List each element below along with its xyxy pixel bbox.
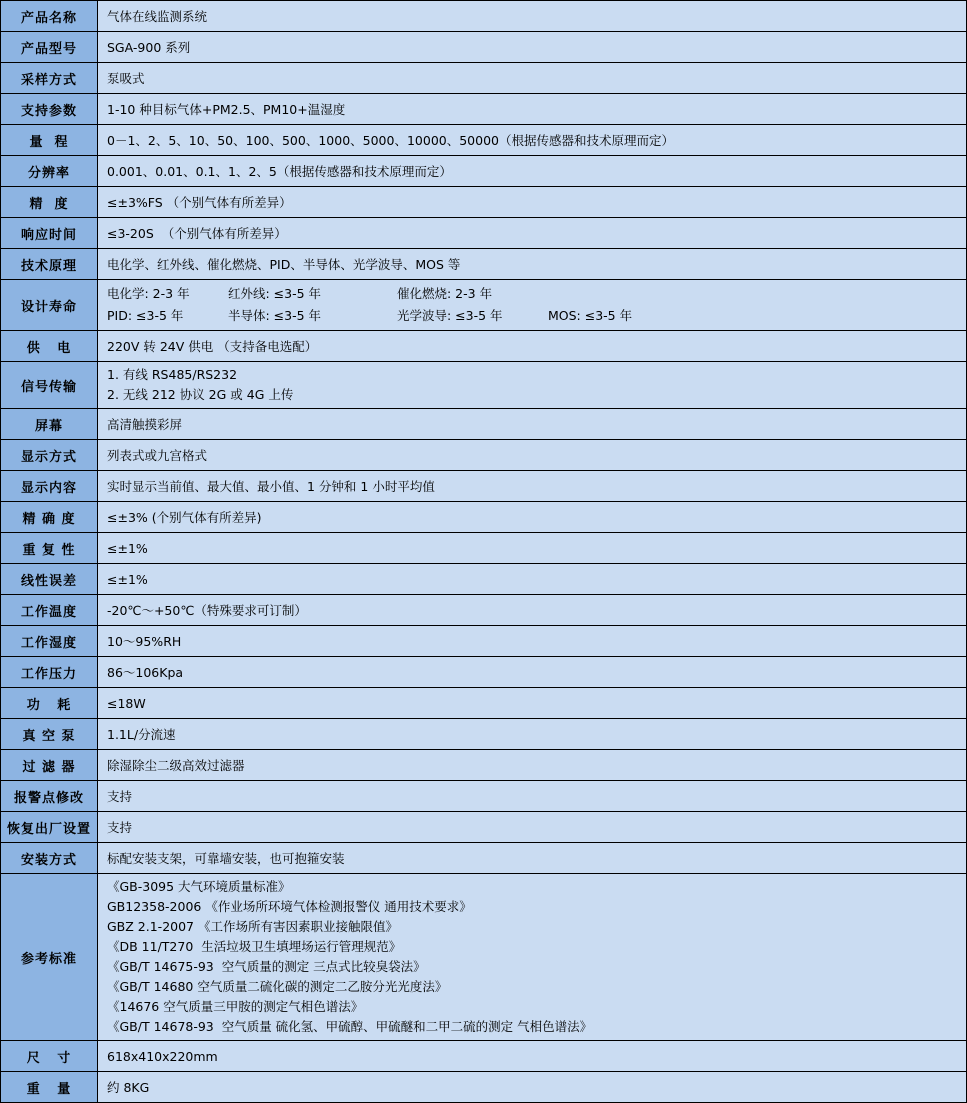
lifespan-item: MOS: ≤3-5 年 [548, 308, 633, 323]
row-label: 参考标准 [1, 874, 98, 1040]
row-value-text: 1-10 种目标气体+PM2.5、PM10+温湿度 [107, 102, 346, 117]
row-value [98, 32, 966, 62]
row-label: 设计寿命 [1, 280, 98, 330]
table-row [1, 187, 966, 218]
row-value [98, 812, 966, 842]
row-label: 显示内容 [1, 471, 98, 501]
row-label: 精 度 [1, 187, 98, 217]
table-row [1, 440, 966, 471]
row-label: 采样方式 [1, 63, 98, 93]
row-value [98, 63, 966, 93]
table-row [1, 874, 966, 1041]
table-row [1, 502, 966, 533]
row-value-text: ≤±3%FS （个别气体有所差异） [107, 195, 292, 210]
row-value [98, 719, 966, 749]
row-label: 技术原理 [1, 249, 98, 279]
row-label: 供 电 [1, 331, 98, 361]
row-value [98, 156, 966, 186]
row-value-text: ≤18W [107, 695, 146, 711]
table-row [1, 843, 966, 874]
row-value-text: 10～95%RH [107, 634, 182, 649]
row-value-line: 《DB 11/T270 生活垃圾卫生填埋场运行管理规范》 [107, 939, 402, 954]
table-row [1, 750, 966, 781]
table-row [1, 719, 966, 750]
table-row [1, 409, 966, 440]
row-value-text: 标配安装支架，可靠墙安装，也可抱箍安装 [107, 851, 345, 866]
table-row [1, 1072, 966, 1103]
row-value [98, 249, 966, 279]
row-label: 线性误差 [1, 564, 98, 594]
row-value-line: 《GB/T 14680 空气质量二硫化碳的测定二乙胺分光光度法》 [107, 979, 448, 994]
table-row [1, 156, 966, 187]
table-row [1, 280, 966, 331]
row-value-text: 支持 [107, 820, 133, 835]
row-label: 显示方式 [1, 440, 98, 470]
row-label: 响应时间 [1, 218, 98, 248]
row-value [98, 595, 966, 625]
row-label: 过 滤 器 [1, 750, 98, 780]
row-value [98, 502, 966, 532]
row-value-text: 86～106Kpa [107, 665, 184, 680]
lifespan-line [107, 305, 960, 327]
table-row [1, 595, 966, 626]
row-value [98, 125, 966, 155]
row-value [98, 94, 966, 124]
row-label: 工作湿度 [1, 626, 98, 656]
row-value [98, 471, 966, 501]
row-label: 恢复出厂设置 [1, 812, 98, 842]
row-value [98, 688, 966, 718]
row-value-text: ≤±1% [107, 571, 148, 587]
table-row [1, 32, 966, 63]
row-label: 工作压力 [1, 657, 98, 687]
table-row [1, 471, 966, 502]
row-value [98, 750, 966, 780]
row-value-line: 1. 有线 RS485/RS232 [107, 367, 238, 382]
table-row [1, 249, 966, 280]
row-value-line: 《GB/T 14678-93 空气质量 硫化氢、甲硫醇、甲硫醚和二甲二硫的测定 气相色谱法》 [107, 1019, 593, 1034]
row-label: 报警点修改 [1, 781, 98, 811]
row-value-text: ≤±3% (个别气体有所差异) [107, 510, 262, 525]
row-value [98, 331, 966, 361]
row-value [98, 409, 966, 439]
lifespan-item: 催化燃烧: 2-3 年 [397, 286, 493, 301]
table-row [1, 657, 966, 688]
row-label: 尺 寸 [1, 1041, 98, 1071]
lifespan-item: 光学波导: ≤3-5 年 [397, 308, 503, 323]
row-value-line: 《GB-3095 大气环境质量标准》 [107, 879, 291, 894]
row-value [98, 874, 966, 1040]
table-row [1, 125, 966, 156]
row-label: 精 确 度 [1, 502, 98, 532]
row-value-text: 电化学、红外线、催化燃烧、PID、半导体、光学波导、MOS 等 [107, 257, 461, 272]
row-label: 量 程 [1, 125, 98, 155]
table-row [1, 1041, 966, 1072]
row-value [98, 362, 966, 408]
row-value-text: 约 8KG [107, 1080, 150, 1095]
row-value [98, 626, 966, 656]
row-value [98, 843, 966, 873]
row-value-text: 618x410x220mm [107, 1048, 218, 1064]
row-value [98, 1041, 966, 1071]
row-label: 支持参数 [1, 94, 98, 124]
row-value [98, 1, 966, 31]
table-row [1, 564, 966, 595]
row-label: 信号传输 [1, 362, 98, 408]
table-row [1, 218, 966, 249]
table-row [1, 626, 966, 657]
row-value-line: 2. 无线 212 协议 2G 或 4G 上传 [107, 387, 294, 402]
row-label: 产品型号 [1, 32, 98, 62]
row-value-text: 高清触摸彩屏 [107, 417, 183, 432]
row-label: 真 空 泵 [1, 719, 98, 749]
row-value [98, 781, 966, 811]
row-label: 屏幕 [1, 409, 98, 439]
lifespan-line [107, 283, 960, 305]
row-value-text: 支持 [107, 789, 133, 804]
row-value [98, 187, 966, 217]
row-value-text: 列表式或九宫格式 [107, 448, 208, 463]
row-value-text: ≤3-20S （个别气体有所差异） [107, 226, 287, 241]
row-value-text: 气体在线监测系统 [107, 9, 208, 24]
lifespan-item: 电化学: 2-3 年 [107, 286, 190, 301]
row-value [98, 440, 966, 470]
table-row [1, 533, 966, 564]
row-value [98, 280, 966, 330]
row-value-text: -20℃～+50℃（特殊要求可订制） [107, 603, 307, 618]
row-value [98, 564, 966, 594]
table-row [1, 781, 966, 812]
row-value-text: ≤±1% [107, 540, 148, 556]
row-value-text: 泵吸式 [107, 71, 145, 86]
row-value [98, 533, 966, 563]
row-value-text: 除湿除尘二级高效过滤器 [107, 758, 245, 773]
table-row [1, 94, 966, 125]
table-row [1, 63, 966, 94]
row-value-line: 《14676 空气质量三甲胺的测定气相色谱法》 [107, 999, 364, 1014]
table-row [1, 812, 966, 843]
row-value-text: 0.001、0.01、0.1、1、2、5（根据传感器和技术原理而定） [107, 164, 452, 179]
lifespan-item: 半导体: ≤3-5 年 [228, 308, 322, 323]
row-value [98, 657, 966, 687]
row-value-text: 1.1L/分流速 [107, 727, 176, 742]
row-label: 重 复 性 [1, 533, 98, 563]
row-label: 工作温度 [1, 595, 98, 625]
row-value-text: 0－1、2、5、10、50、100、500、1000、5000、10000、50000（根据传感器和技术原理而定） [107, 133, 674, 148]
row-label: 功 耗 [1, 688, 98, 718]
row-value-text: 实时显示当前值、最大值、最小值、1 分钟和 1 小时平均值 [107, 479, 435, 494]
lifespan-item: PID: ≤3-5 年 [107, 308, 184, 323]
row-value-text: 220V 转 24V 供电 （支持备电选配） [107, 339, 318, 354]
row-label: 安装方式 [1, 843, 98, 873]
row-value-line: GBZ 2.1-2007 《工作场所有害因素职业接触限值》 [107, 919, 398, 934]
row-label: 重 量 [1, 1072, 98, 1102]
table-row [1, 688, 966, 719]
table-row [1, 362, 966, 409]
row-label: 产品名称 [1, 1, 98, 31]
row-value-line: 《GB/T 14675-93 空气质量的测定 三点式比较臭袋法》 [107, 959, 426, 974]
row-label: 分辨率 [1, 156, 98, 186]
row-value-line: GB12358-2006 《作业场所环境气体检测报警仪 通用技术要求》 [107, 899, 472, 914]
lifespan-item: 红外线: ≤3-5 年 [228, 286, 322, 301]
table-row [1, 1, 966, 32]
table-row [1, 331, 966, 362]
row-value [98, 1072, 966, 1102]
row-value-text: SGA-900 系列 [107, 40, 191, 55]
row-value [98, 218, 966, 248]
